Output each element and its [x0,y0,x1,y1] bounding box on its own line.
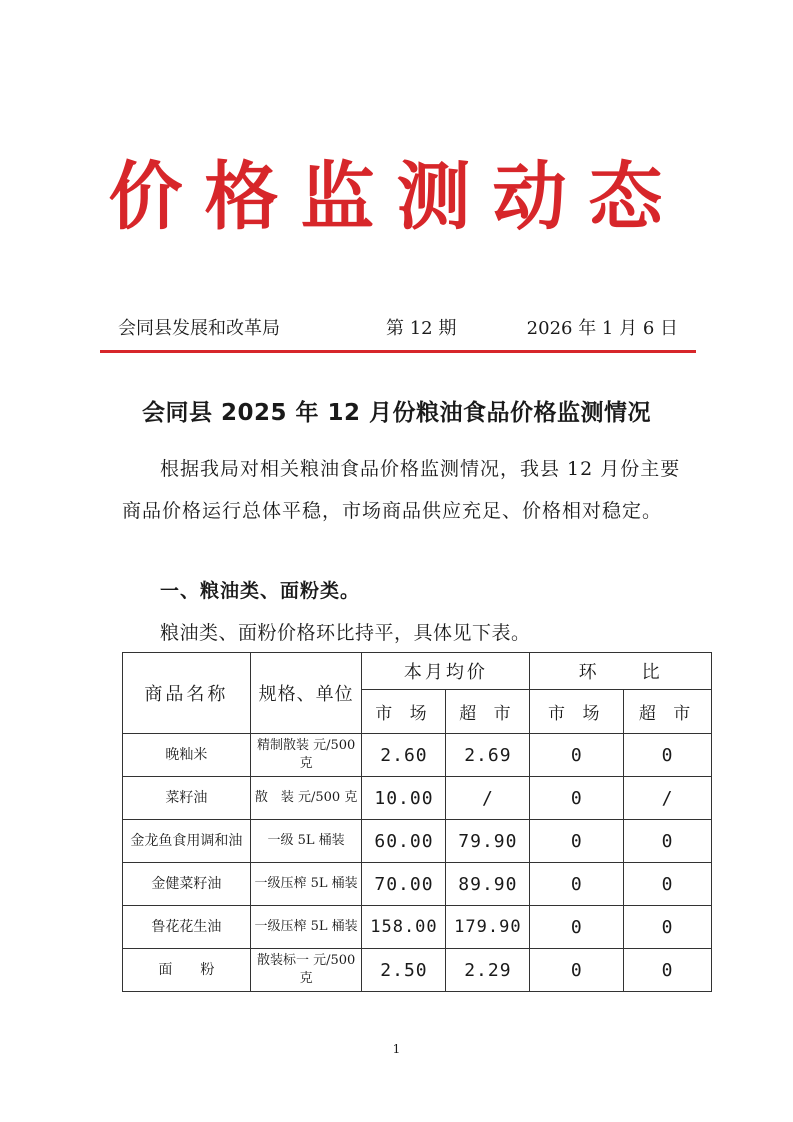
page-number: 1 [392,1042,401,1056]
table-row [123,734,712,777]
market-price: 60.00 [362,820,446,863]
issuing-organization: 会同县发展和改革局 [118,318,280,339]
product-spec: 精制散装 元/500 克 [250,734,362,777]
section-heading: 一、粮油类、面粉类。 [160,580,361,602]
header-name: 商品名称 [123,653,251,734]
market-price: 2.50 [362,949,446,992]
price-table [122,652,712,992]
product-name: 晚籼米 [123,734,251,777]
table-row [123,906,712,949]
mom-market: 0 [530,820,624,863]
mom-supermarket: 0 [624,906,712,949]
supermarket-price: / [446,777,530,820]
header-market: 市 场 [362,690,446,734]
header-supermarket: 超 市 [446,690,530,734]
masthead-title: 价格监测动态 [108,154,685,240]
mom-supermarket: 0 [624,949,712,992]
supermarket-price: 79.90 [446,820,530,863]
table-row [123,820,712,863]
mom-market: 0 [530,734,624,777]
mom-supermarket: / [624,777,712,820]
mom-supermarket: 0 [624,734,712,777]
product-spec: 一级压榨 5L 桶装 [250,863,362,906]
product-spec: 一级压榨 5L 桶装 [250,906,362,949]
supermarket-price: 2.29 [446,949,530,992]
product-name: 鲁花花生油 [123,906,251,949]
document-title: 会同县 2025 年 12 月份粮油食品价格监测情况 [141,400,652,426]
header-mom-supermarket: 超 市 [624,690,712,734]
supermarket-price: 89.90 [446,863,530,906]
table-row [123,863,712,906]
mom-supermarket: 0 [624,820,712,863]
header-mom: 环 比 [530,653,712,690]
header-avg-price: 本月均价 [362,653,530,690]
supermarket-price: 2.69 [446,734,530,777]
section-lead: 粮油类、面粉价格环比持平，具体见下表。 [160,622,531,644]
market-price: 70.00 [362,863,446,906]
mom-market: 0 [530,777,624,820]
product-name: 金龙鱼食用调和油 [123,820,251,863]
product-spec: 散 装 元/500 克 [250,777,362,820]
table-row [123,949,712,992]
issue-date: 2026 年 1 月 6 日 [526,318,678,339]
product-spec: 散装标一 元/500 克 [250,949,362,992]
mom-supermarket: 0 [624,863,712,906]
issue-number: 第 12 期 [386,318,457,339]
product-name: 金健菜籽油 [123,863,251,906]
red-divider [100,350,696,353]
mom-market: 0 [530,906,624,949]
mom-market: 0 [530,863,624,906]
header-mom-market: 市 场 [530,690,624,734]
intro-paragraph: 根据我局对相关粮油食品价格监测情况，我县 12 月份主要商品价格运行总体平稳，市场商品供应充足、价格相对稳定。 [122,458,681,522]
market-price: 158.00 [362,906,446,949]
market-price: 2.60 [362,734,446,777]
product-name: 菜籽油 [123,777,251,820]
product-spec: 一级 5L 桶装 [250,820,362,863]
market-price: 10.00 [362,777,446,820]
table-row [123,777,712,820]
product-name: 面 粉 [123,949,251,992]
issue-info-row [118,314,678,342]
supermarket-price: 179.90 [446,906,530,949]
header-spec: 规格、单位 [250,653,362,734]
mom-market: 0 [530,949,624,992]
